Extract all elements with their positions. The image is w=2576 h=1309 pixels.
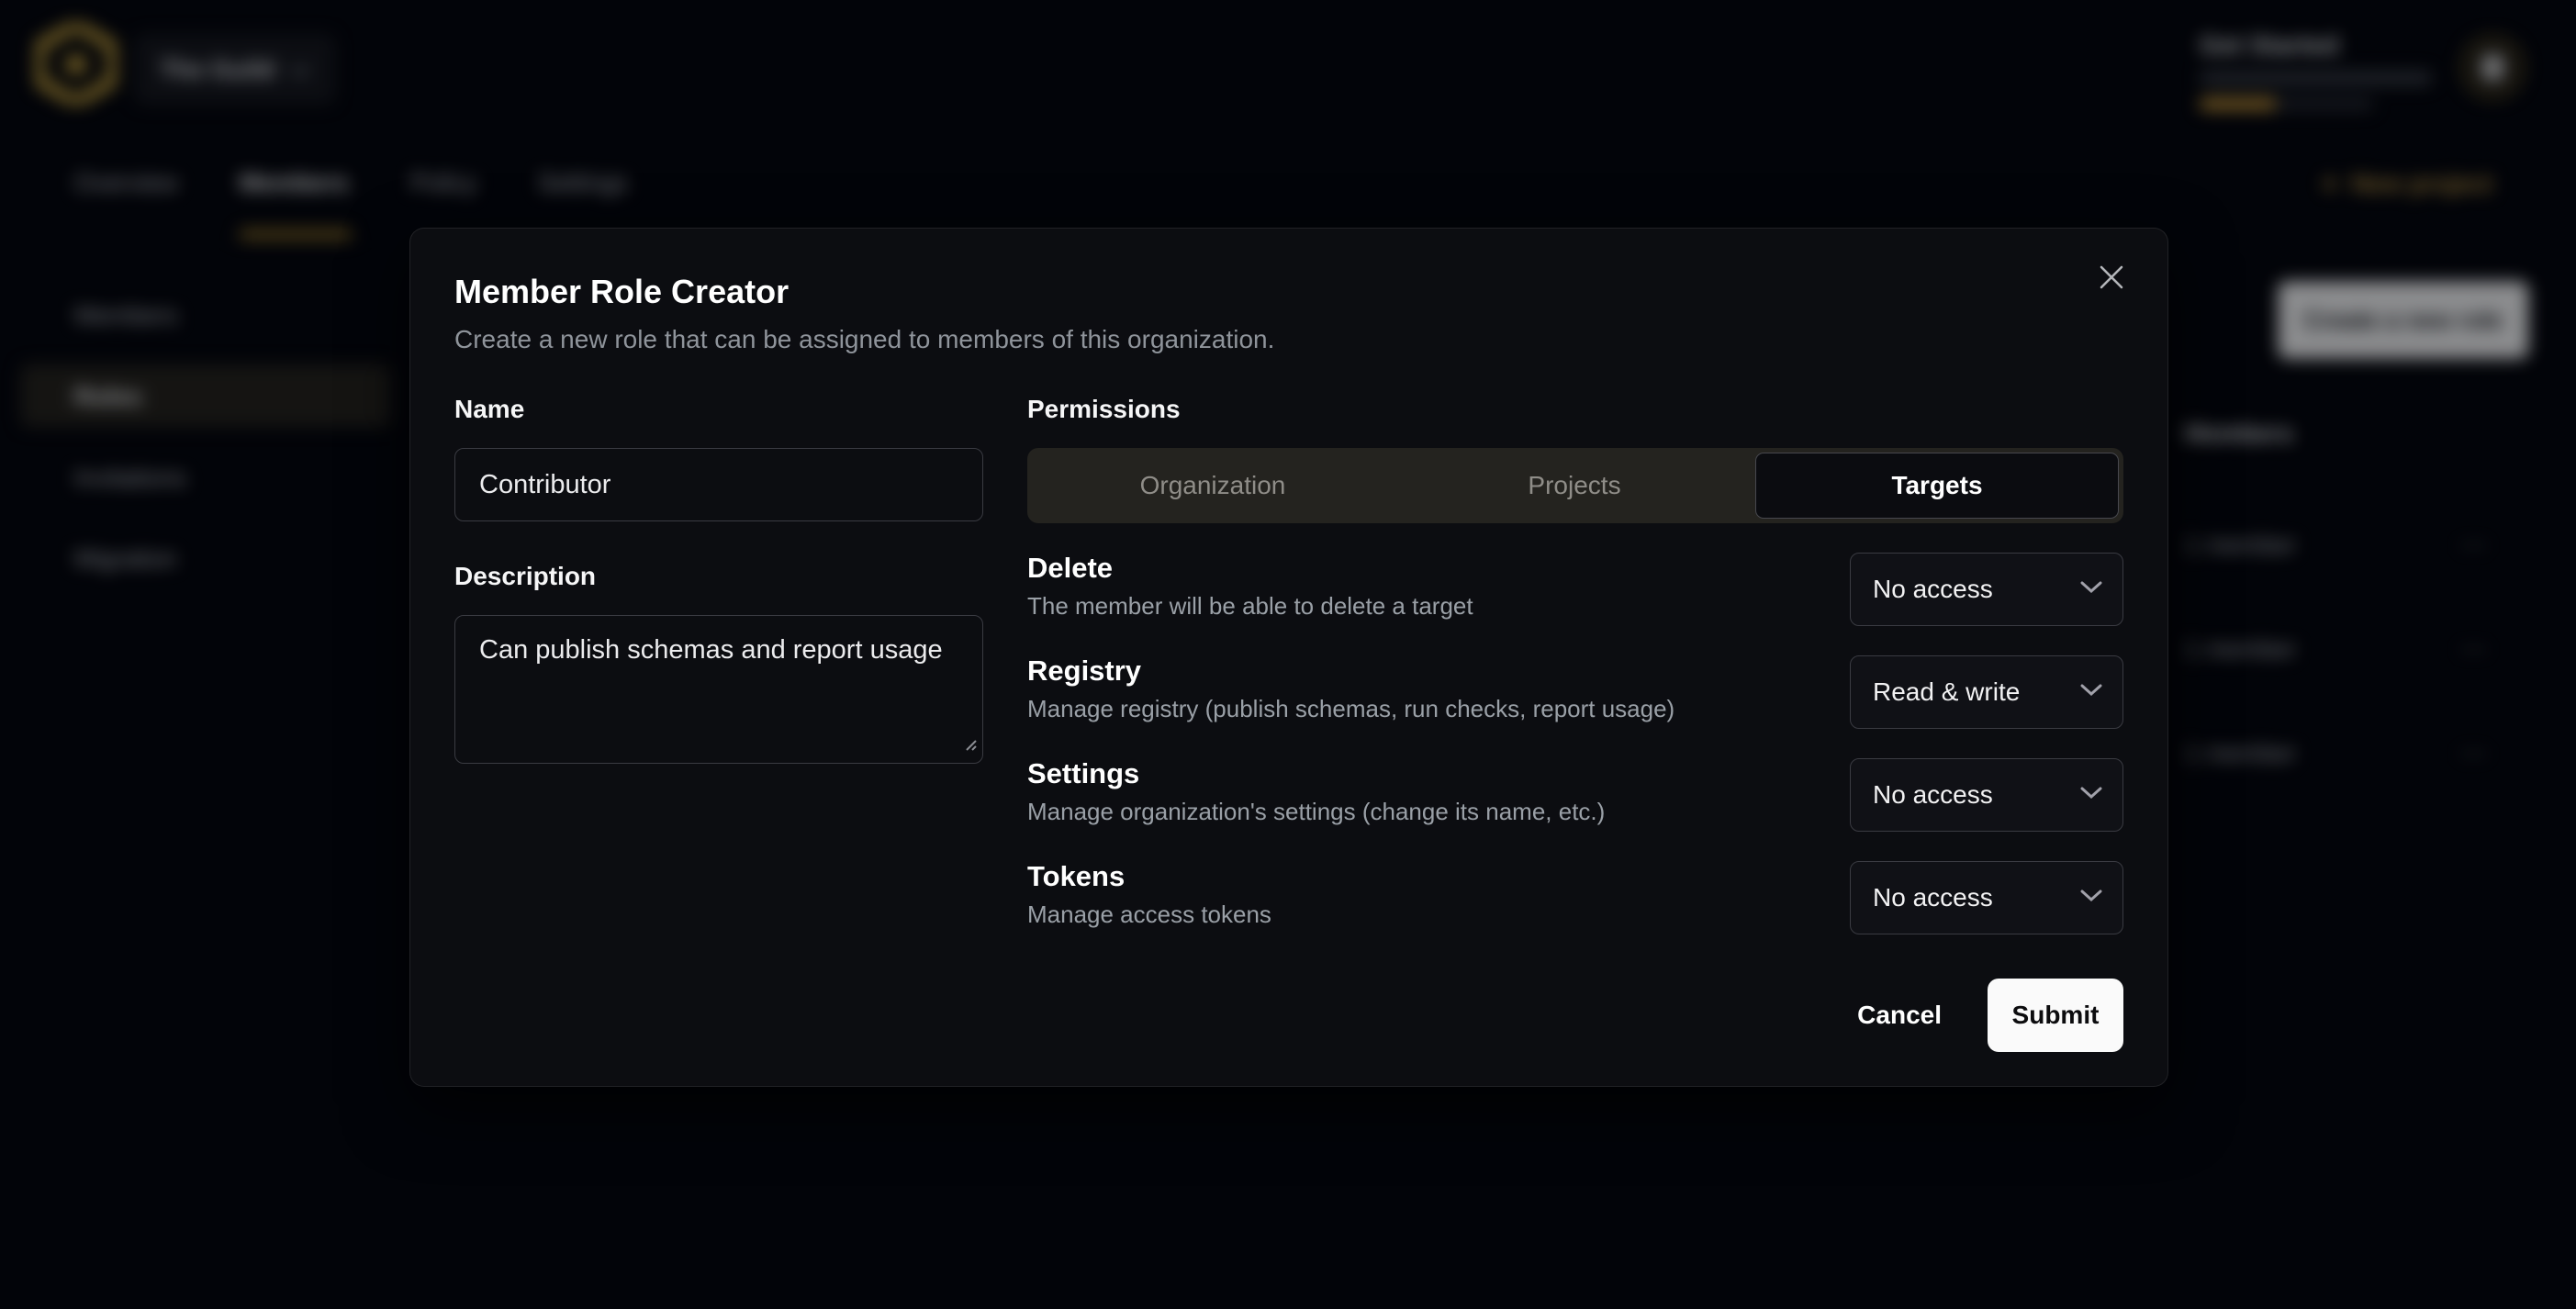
row-menu-icon[interactable]: ⋯ [2459, 529, 2490, 561]
tab-policy[interactable]: Policy [410, 168, 477, 197]
scope-tab-targets[interactable]: Targets [1755, 453, 2119, 519]
permission-row-delete [1027, 553, 2123, 626]
description-textarea[interactable] [454, 615, 983, 764]
role-identity-column [454, 395, 983, 1052]
select-value: No access [1873, 575, 1993, 604]
permission-description: Manage organization's settings (change its name, etc.) [1027, 798, 1606, 826]
member-role-creator-dialog [409, 228, 2168, 1087]
chevron-down-icon [2080, 580, 2102, 599]
new-project-label: New project [2351, 169, 2492, 197]
close-icon[interactable] [2096, 262, 2127, 293]
permission-info [1027, 655, 1674, 723]
chevron-down-icon [2080, 889, 2102, 907]
tokens-access-select[interactable] [1850, 861, 2123, 934]
member-count: 1 member [2183, 738, 2296, 766]
members-column-heading: Members [2183, 419, 2293, 448]
cancel-button[interactable]: Cancel [1852, 1000, 1947, 1031]
permission-title: Tokens [1027, 860, 1126, 893]
permission-description: Manage access tokens [1027, 901, 1271, 929]
submit-button[interactable]: Submit [1988, 979, 2123, 1052]
tab-settings[interactable]: Settings [537, 168, 628, 197]
select-value: No access [1873, 883, 1993, 912]
sidebar-item-roles[interactable]: Roles [73, 382, 142, 410]
name-input[interactable] [454, 448, 983, 521]
dialog-subtitle: Create a new role that can be assigned to members of this organization. [454, 325, 1275, 354]
org-name: The Guild [160, 54, 275, 84]
sidebar-item-migration[interactable]: Migration [73, 544, 177, 573]
delete-access-select[interactable] [1850, 553, 2123, 626]
tab-members[interactable]: Members [239, 168, 349, 197]
tab-overview[interactable]: Overview [73, 168, 178, 197]
dialog-title: Member Role Creator [454, 273, 790, 310]
permission-info [1027, 861, 1271, 929]
get-started-title: Get Started [2199, 30, 2339, 60]
permission-row-tokens [1027, 861, 2123, 934]
permission-title: Registry [1027, 654, 1142, 688]
description-wrap [454, 615, 983, 764]
permissions-scope-tabs [1027, 448, 2123, 523]
permission-title: Settings [1027, 757, 1140, 790]
plus-icon: + [2321, 166, 2339, 201]
settings-access-select[interactable] [1850, 758, 2123, 832]
sidebar-item-invitations[interactable]: Invitations [73, 464, 186, 492]
permission-row-settings [1027, 758, 2123, 832]
dialog-footer [1027, 979, 2123, 1052]
permissions-label: Permissions [1027, 395, 1181, 424]
chevron-down-icon [2080, 786, 2102, 804]
scope-tab-projects[interactable]: Projects [1528, 471, 1621, 500]
select-value: Read & write [1873, 677, 2021, 707]
permission-description: The member will be able to delete a target [1027, 592, 1473, 621]
name-label: Name [454, 395, 525, 424]
permission-title: Delete [1027, 552, 1114, 585]
sidebar-item-members[interactable]: Members [73, 301, 178, 330]
permission-description: Manage registry (publish schemas, run checks, report usage) [1027, 695, 1675, 723]
permission-row-registry [1027, 655, 2123, 729]
permission-info [1027, 553, 1473, 621]
member-count: 1 member [2183, 634, 2296, 663]
permission-info [1027, 758, 1605, 826]
select-value: No access [1873, 780, 1993, 810]
description-label: Description [454, 562, 597, 591]
chevron-down-icon [2080, 683, 2102, 701]
create-new-role-button[interactable]: Create a new role [2278, 281, 2528, 358]
permissions-column [1027, 395, 2123, 1052]
scope-tab-organization[interactable]: Organization [1139, 471, 1286, 500]
member-count: 1 member [2183, 530, 2296, 559]
registry-access-select[interactable] [1850, 655, 2123, 729]
dialog-body [454, 395, 2123, 1052]
row-menu-icon[interactable]: ⋯ [2459, 633, 2490, 665]
resize-handle-icon[interactable] [961, 735, 978, 756]
row-menu-icon[interactable]: ⋯ [2459, 737, 2490, 768]
